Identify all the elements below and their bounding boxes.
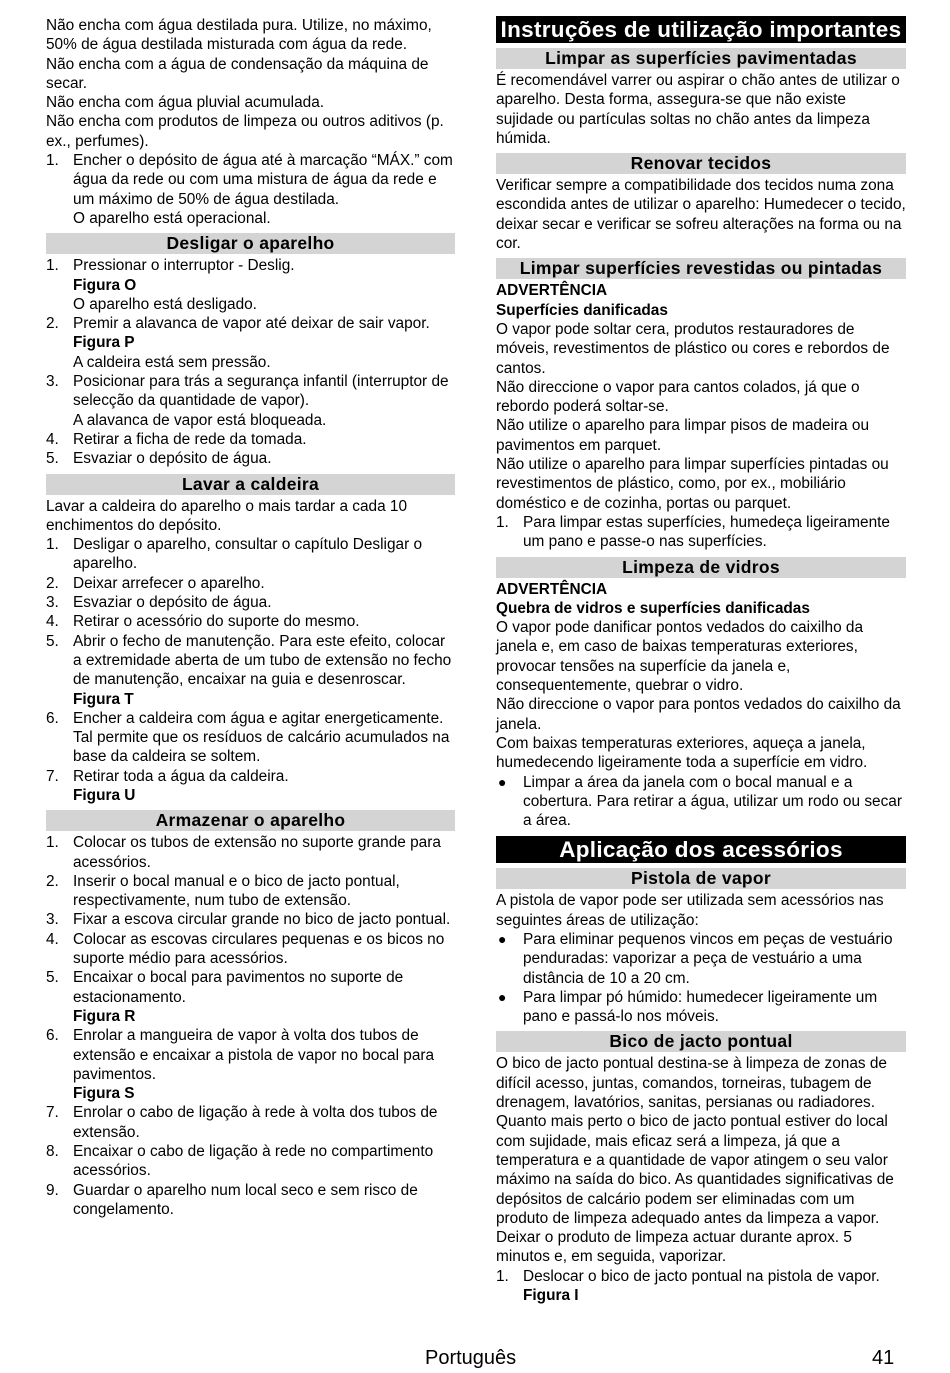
intro-paragraph: Não encha com a água de condensação da máquina de secar. — [46, 55, 429, 92]
step-number: 6. — [46, 1027, 59, 1045]
step-number: 2. — [46, 574, 59, 592]
list-item — [46, 1103, 455, 1142]
step-number: 4. — [46, 430, 59, 448]
warning-subtitle: Superfícies danificadas — [496, 301, 668, 319]
list-item — [46, 632, 455, 690]
list-item — [46, 709, 455, 767]
step-text: Deixar arrefecer o aparelho. — [73, 574, 265, 592]
section-heading-boiler: Lavar a caldeira — [46, 474, 455, 495]
switch-off-steps — [46, 256, 455, 468]
list-item — [46, 593, 455, 612]
storage-steps — [46, 833, 455, 1219]
footer-language: Português — [425, 1347, 517, 1369]
section-heading-glass: Limpeza de vidros — [496, 557, 906, 578]
intro-paragraph: Não encha com água pluvial acumulada. — [46, 94, 325, 112]
boiler-steps — [46, 535, 455, 805]
step-number: 1. — [46, 536, 59, 554]
glass-paragraph: Não direccione o vapor para pontos vedados do caixilho da janela. — [496, 696, 901, 733]
bullet-text: Limpar a área da janela com o bocal manual e a cobertura. Para retirar a água, utilizar um rodo ou secar a área. — [523, 773, 902, 830]
step-text: Retirar a ficha de rede da tomada. — [73, 430, 307, 448]
list-item — [46, 574, 455, 593]
step-text: Inserir o bocal manual e o bico de jacto pontual, respectivamente, num tubo de extensão. — [73, 872, 400, 910]
step-text: Retirar toda a água da caldeira. — [73, 767, 289, 785]
chapter-heading-important-instructions: Instruções de utilização importantes — [496, 16, 906, 43]
coated-paragraph: O vapor pode soltar cera, produtos restauradores de móveis, revestimentos de plástico ou cores e rebordos de cantos. — [496, 320, 890, 377]
step-text: Esvaziar o depósito de água. — [73, 450, 272, 468]
step-number: 3. — [46, 911, 59, 929]
list-item — [46, 968, 455, 1007]
warning-label: ADVERTÊNCIA — [496, 282, 608, 300]
figure-ref: Figura P — [73, 334, 135, 352]
list-item — [46, 430, 455, 449]
list-item — [46, 372, 455, 411]
glass-paragraph: Com baixas temperaturas exteriores, aqueça a janela, humedecendo ligeiramente toda a superfície em vidro. — [496, 734, 868, 772]
list-item — [496, 1267, 906, 1286]
left-column — [46, 16, 455, 1219]
step-text: Deslocar o bico de jacto pontual na pistola de vapor. — [523, 1267, 880, 1285]
intro-paragraph: Não encha com produtos de limpeza ou outros aditivos (p. ex., perfumes). — [46, 113, 444, 150]
list-item — [46, 910, 455, 929]
page-number: 41 — [872, 1347, 895, 1369]
step-number: 1. — [46, 257, 59, 275]
bullet-text: Para limpar pó húmido: humedecer ligeiramente um pano e passá-lo nos móveis. — [523, 988, 878, 1026]
section-heading-fabrics: Renovar tecidos — [496, 153, 906, 174]
right-column — [496, 16, 906, 1305]
list-item — [46, 767, 455, 786]
list-item — [46, 1026, 455, 1084]
step-number: 1. — [496, 513, 509, 531]
list-item — [46, 833, 455, 872]
step-number: 1. — [46, 834, 59, 852]
step-number: 5. — [46, 632, 59, 650]
step-number: 9. — [46, 1181, 59, 1199]
step-number: 8. — [46, 1143, 59, 1161]
spot-nozzle-text: O bico de jacto pontual destina-se à limpeza de zonas de difícil acesso, juntas, comandos, torneiras, tubagem de drenagem, lavatórios, sanitas, persianas ou radiadores. Quanto mais perto o bico de jacto pontual estiver do local com sujidade, mais eficaz será a limpeza, já que a temperatura e a quantidade de vapor atingem o seu valor máximo na saída do bico. As quantidades significativas de depósitos de calcário podem ser eliminadas com um produto de limpeza adequado antes da limpeza a vapor. Deixar o produto de limpeza actuar durante aprox. 5 minutos e, em seguida, vaporizar. — [496, 1055, 894, 1266]
boiler-intro: Lavar a caldeira do aparelho o mais tardar a cada 10 enchimentos do depósito. — [46, 497, 408, 534]
list-item — [46, 314, 455, 333]
figure-ref: Figura R — [73, 1007, 136, 1025]
coated-paragraph: Não utilize o aparelho para limpar superfícies pintadas ou revestimentos de plástico, como, por ex., mobiliário doméstico e de cozinha, portas ou parquet. — [496, 456, 889, 512]
step-result: A caldeira está sem pressão. — [73, 353, 271, 371]
step-number: 7. — [46, 767, 59, 785]
section-heading-switch-off: Desligar o aparelho — [46, 233, 455, 254]
figure-ref: Figura S — [73, 1085, 135, 1103]
fill-step — [46, 151, 455, 209]
floors-text: É recomendável varrer ou aspirar o chão antes de utilizar o aparelho. Desta forma, assegura-se que não existe sujidade ou partículas soltas no chão antes da limpeza húmida. — [496, 72, 900, 147]
step-text: Encaixar o bocal para pavimentos no suporte de estacionamento. — [73, 969, 404, 1006]
bullet-item — [496, 773, 906, 831]
step-number: 1. — [496, 1267, 509, 1285]
coated-paragraph: Não direccione o vapor para cantos colados, já que o rebordo poderá soltar-se. — [496, 378, 860, 416]
step-text: Encher a caldeira com água e agitar energeticamente. Tal permite que os resíduos de calcário acumulados na base da caldeira se soltem. — [73, 709, 450, 766]
page-footer — [0, 1347, 950, 1373]
step-text: Abrir o fecho de manutenção. Para este efeito, colocar a extremidade aberta de um tubo de extensão no fecho de manutenção, encaixar na guia e desenroscar. — [73, 632, 452, 689]
list-item — [46, 612, 455, 631]
step-number: 3. — [46, 594, 59, 612]
list-item — [496, 513, 906, 552]
step-text: Desligar o aparelho, consultar o capítulo Desligar o aparelho. — [73, 536, 423, 573]
section-heading-storage: Armazenar o aparelho — [46, 810, 455, 831]
step-text: Posicionar para trás a segurança infantil (interruptor de selecção da quantidade de vapor). — [73, 373, 449, 410]
bullet-icon: ● — [498, 773, 507, 790]
step-text: Enrolar a mangueira de vapor à volta dos tubos de extensão e encaixar a pistola de vapor no bocal para pavimentos. — [73, 1027, 435, 1083]
step-number: 3. — [46, 373, 59, 391]
step-number: 5. — [46, 969, 59, 987]
step-text: Encaixar o cabo de ligação à rede no compartimento acessórios. — [73, 1143, 434, 1180]
step-number: 6. — [46, 709, 59, 727]
step-number: 2. — [46, 872, 59, 890]
warning-label: ADVERTÊNCIA — [496, 580, 608, 598]
step-number: 5. — [46, 450, 59, 468]
warning-subtitle: Quebra de vidros e superfícies danificadas — [496, 599, 810, 617]
list-item — [46, 1142, 455, 1181]
step-text: Colocar as escovas circulares pequenas e os bicos no suporte médio para acessórios. — [73, 930, 445, 968]
step-text: Fixar a escova circular grande no bico de jacto pontual. — [73, 911, 451, 929]
step-text: Guardar o aparelho num local seco e sem risco de congelamento. — [73, 1181, 418, 1218]
figure-ref: Figura I — [523, 1287, 579, 1305]
section-heading-coated-surfaces: Limpar superfícies revestidas ou pintadas — [496, 258, 906, 279]
step-result: A alavanca de vapor está bloqueada. — [73, 411, 327, 429]
steam-gun-text: A pistola de vapor pode ser utilizada sem acessórios nas seguintes áreas de utilização: — [496, 892, 884, 929]
step-number: 7. — [46, 1104, 59, 1122]
fabrics-text: Verificar sempre a compatibilidade dos tecidos numa zona escondida antes de utilizar o aparelho: Humedecer o tecido, deixar secar e verificar se sofreu alterações na forma ou na cor. — [496, 177, 906, 253]
step-text: Pressionar o interruptor - Deslig. — [73, 257, 295, 275]
glass-paragraph: O vapor pode danificar pontos vedados do caixilho da janela e, em caso de baixas temperaturas exteriores, provocar tensões na superfície da janela e, consequentemente, quebrar o vidro. — [496, 619, 864, 695]
bullet-item — [496, 930, 906, 988]
step-result: O aparelho está operacional. — [73, 209, 271, 227]
list-item — [46, 1181, 455, 1220]
step-number: 1. — [46, 152, 59, 170]
intro-paragraph: Não encha com água destilada pura. Utilize, no máximo, 50% de água destilada misturada com água da rede. — [46, 17, 432, 54]
step-number: 4. — [46, 930, 59, 948]
step-text: Encher o depósito de água até à marcação “MÁX.” com água da rede ou com uma mistura de água da rede e um máximo de 50% de água destilada. — [73, 152, 453, 208]
figure-ref: Figura T — [73, 690, 134, 708]
step-result: O aparelho está desligado. — [73, 295, 257, 313]
bullet-text: Para eliminar pequenos vincos em peças de vestuário penduradas: vaporizar a peça de vestuário a uma distância de 10 a 20 cm. — [523, 930, 893, 987]
step-text: Enrolar o cabo de ligação à rede à volta dos tubos de extensão. — [73, 1104, 438, 1141]
step-number: 2. — [46, 315, 59, 333]
bullet-item — [496, 988, 906, 1027]
step-text: Esvaziar o depósito de água. — [73, 594, 272, 612]
coated-paragraph: Não utilize o aparelho para limpar pisos de madeira ou pavimentos em parquet. — [496, 417, 870, 454]
list-item — [46, 449, 455, 468]
section-heading-floors: Limpar as superfícies pavimentadas — [496, 48, 906, 69]
step-text: Retirar o acessório do suporte do mesmo. — [73, 613, 360, 631]
list-item — [46, 930, 455, 969]
step-text: Para limpar estas superfícies, humedeça ligeiramente um pano e passe-o nas superfícies. — [523, 513, 890, 551]
bullet-icon: ● — [498, 988, 507, 1005]
list-item — [46, 535, 455, 574]
list-item — [46, 872, 455, 911]
figure-ref: Figura O — [73, 276, 137, 294]
section-heading-spot-nozzle: Bico de jacto pontual — [496, 1031, 906, 1052]
step-number: 4. — [46, 613, 59, 631]
chapter-heading-accessories: Aplicação dos acessórios — [496, 836, 906, 863]
list-item — [46, 256, 455, 275]
step-text: Premir a alavanca de vapor até deixar de sair vapor. — [73, 315, 430, 333]
step-text: Colocar os tubos de extensão no suporte grande para acessórios. — [73, 834, 441, 871]
figure-ref: Figura U — [73, 786, 136, 804]
bullet-icon: ● — [498, 930, 507, 947]
section-heading-steam-gun: Pistola de vapor — [496, 868, 906, 889]
